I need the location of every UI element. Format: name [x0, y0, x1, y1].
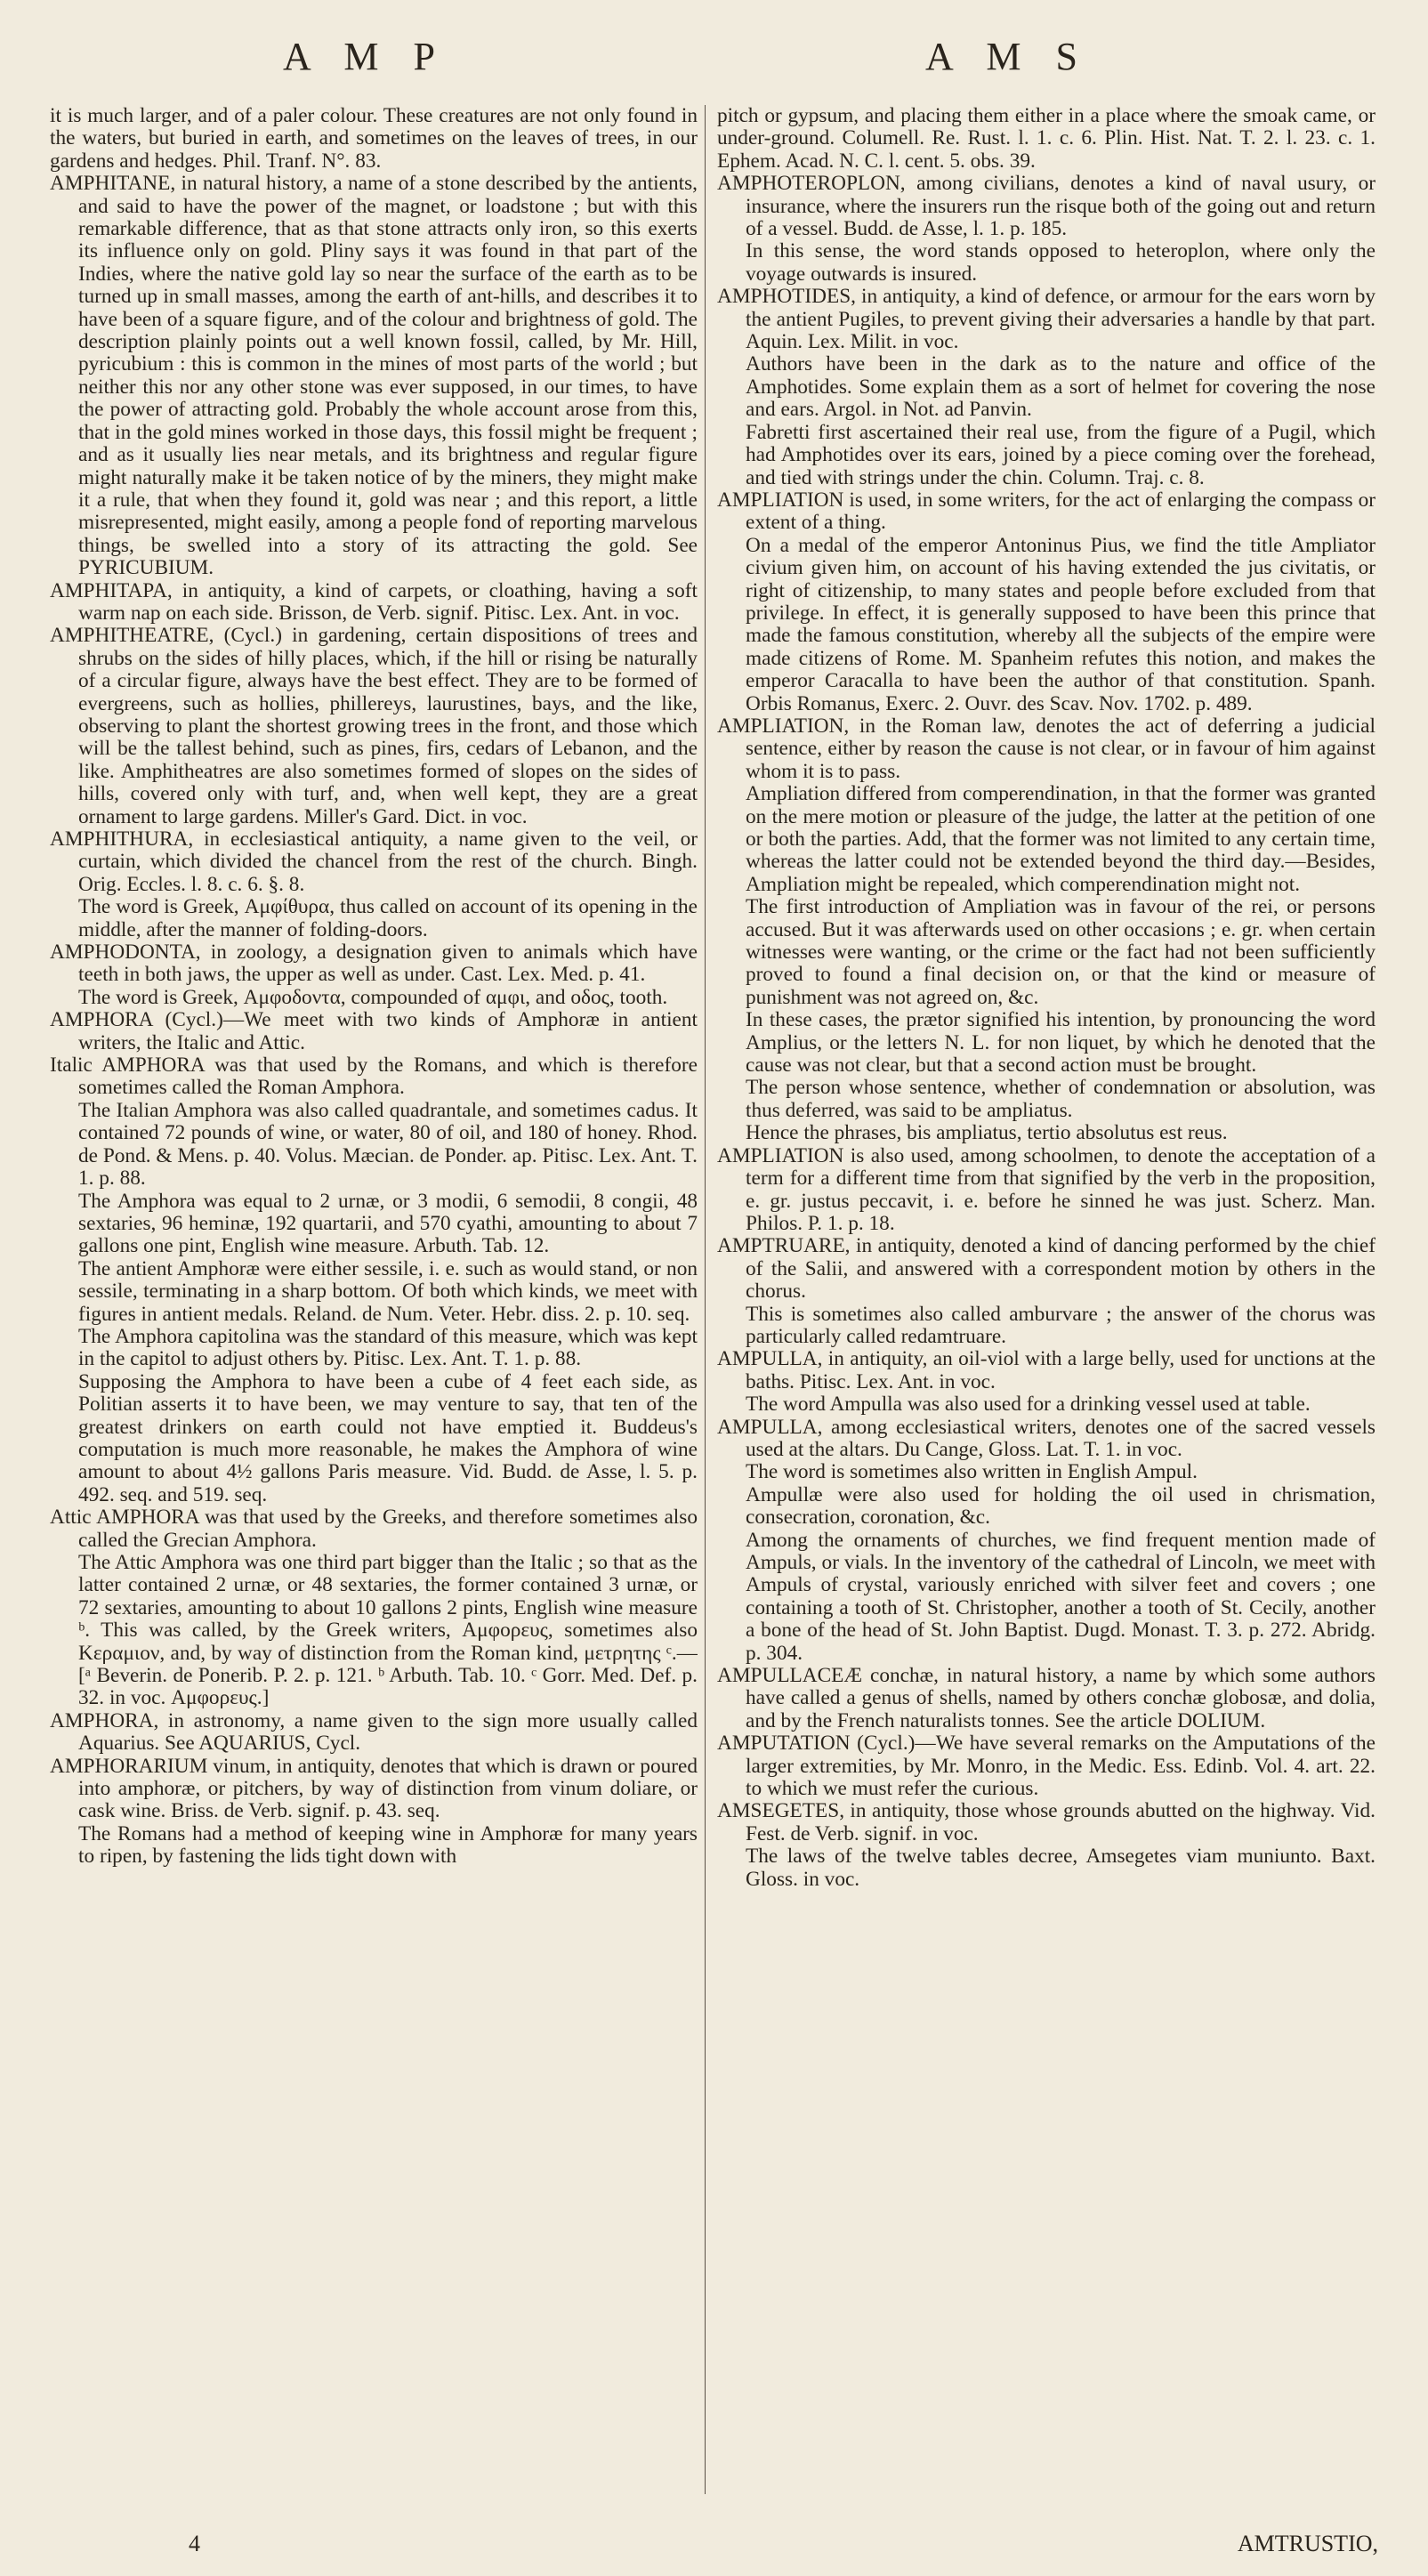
paragraph: Hence the phrases, bis ampliatus, tertio absolutus est reus.	[746, 1121, 1228, 1145]
dictionary-entry: AMPHITHEATRE, (Cycl.) in gardening, certain dispositions of trees and shrubs on the sides of hilly places, which, if the hill or rising be naturally of a circular figure, always have the best effect. They are to be formed of evergreens, such as hollies, phillereys, laurustines, bays, and the like, observing to plant the shortest growing trees in the front, and those which will be the tallest behind, such as pines, firs, cedars of Lebanon, and the like. Amphitheatres are also sometimes formed of slopes on the sides of hills, covered only with turf, and, when well kept, they are a great ornament to large gardens. Miller's Gard. Dict. in voc.	[50, 624, 698, 828]
paragraph: Ampliation differed from comperendination, in that the former was granted on the mere motion or pleasure of the judge, the latter at the petition of one or both the parties. Add, that the former was not limited to any certain time, whereas the latter could not be extended beyond the third day.—Besides, Ampliation might be repealed, which comperendination might not.	[746, 782, 1376, 896]
dictionary-entry: AMPULLA, in antiquity, an oil-viol with a large belly, used for unctions at the baths. Pitisc. Lex. Ant. in voc.	[717, 1347, 1376, 1393]
dictionary-entry: AMPHORARIUM vinum, in antiquity, denotes that which is drawn or poured into amphoræ, or pitchers, by way of distinction from vinum doliare, or cask wine. Briss. de Verb. signif. p. 43. seq.	[50, 1754, 698, 1823]
paragraph: In these cases, the prætor signified his intention, by pronouncing the word Amplius, or the letters N. L. for non liquet, by which he denoted that the cause was not clear, but that a second action must be brought.	[746, 1008, 1376, 1078]
paragraph: The Italian Amphora was also called quadrantale, and sometimes cadus. It contained 72 pounds of wine, or water, 80 of oil, and 180 of honey. Rhod. de Pond. & Mens. p. 40. Volus. Mæcian. de Ponder. ap. Pitisc. Lex. Ant. T. 1. p. 88.	[78, 1098, 698, 1191]
dictionary-entry: AMPLIATION is used, in some writers, for the act of enlarging the compass or extent of a thing.	[717, 488, 1376, 535]
paragraph: The Amphora capitolina was the standard of this measure, which was kept in the capitol to adjust others by. Pitisc. Lex. Ant. T. 1. p. 88.	[78, 1324, 698, 1371]
paragraph: The Romans had a method of keeping wine in Amphoræ for many years to ripen, by fastening the lids tight down with	[78, 1821, 698, 1869]
paragraph: The Attic Amphora was one third part bigger than the Italic ; so that as the latter contained 2 urnæ, or 48 sextaries, the former contained 3 urnæ, or 72 sextaries, amounting to about 10 gallons 2 pints, English wine measure ᵇ. This was called, by the Greek writers, Αμφορευς, sometimes also Κεραμιον, and, by way of distinction from the Roman kind, μετρητης ᶜ.—[ᵃ Beverin. de Ponerib. P. 2. p. 121. ᵇ Arbuth. Tab. 10. ᶜ Gorr. Med. Def. p. 32. in voc. Αμφορευς.]	[78, 1551, 698, 1710]
right-column	[717, 105, 1376, 2494]
dictionary-entry: AMPHITAPA, in antiquity, a kind of carpets, or cloathing, having a soft warm nap on each side. Brisson, de Verb. signif. Pitisc. Lex. Ant. in voc.	[50, 578, 698, 625]
paragraph: The Amphora was equal to 2 urnæ, or 3 modii, 6 semodii, 8 congii, 48 sextaries, 96 heminæ, 192 quartarii, and 570 cyathi, amounting to about 7 gallons one pint, English wine measure. Arbuth. Tab. 12.	[78, 1189, 698, 1258]
dictionary-entry: Italic AMPHORA was that used by the Romans, and which is therefore sometimes called the Roman Amphora.	[50, 1054, 698, 1100]
dictionary-entry: AMSEGETES, in antiquity, those whose grounds abutted on the highway. Vid. Fest. de Verb. signif. in voc.	[717, 1799, 1376, 1845]
paragraph: This is sometimes also called amburvare ; the answer of the chorus was particularly called redamtruare.	[746, 1302, 1376, 1348]
running-head-right: A M S	[925, 35, 1090, 78]
dictionary-entry: AMPUTATION (Cycl.)—We have several remarks on the Amputations of the larger extremities, by Mr. Monro, in the Medic. Ess. Edinb. Vol. 4. art. 22. to which we must refer the curious.	[717, 1732, 1376, 1801]
dictionary-entry: AMPHODONTA, in zoology, a designation given to animals which have teeth in both jaws, the upper as well as under. Cast. Lex. Med. p. 41.	[50, 941, 698, 987]
paragraph: Supposing the Amphora to have been a cube of 4 feet each side, as Politian asserts it to have been, we may venture to say, that ten of the greatest drinkers on earth could not have emptied it. Buddeus's computation is much more reasonable, he makes the Amphora of wine amount to about 4½ gallons Paris measure. Vid. Budd. de Asse, l. 5. p. 492. seq. and 519. seq.	[78, 1369, 698, 1506]
dictionary-entry: AMPHOTEROPLON, among civilians, denotes a kind of naval usury, or insurance, where the insurers run the risque both of the going out and return of a vessel. Budd. de Asse, l. 1. p. 185.	[717, 172, 1376, 241]
paragraph: Ampullæ were also used for holding the oil used in chrismation, consecration, coronation, &c.	[746, 1482, 1376, 1530]
dictionary-entry: AMPHORA (Cycl.)—We meet with two kinds of Amphoræ in antient writers, the Italic and Attic.	[50, 1008, 698, 1054]
page-number: 4	[189, 2531, 200, 2556]
paragraph: The word is Greek, Αμφοδοντα, compounded of αμφι, and οδος, tooth.	[78, 985, 668, 1009]
dictionary-entry: AMPHOTIDES, in antiquity, a kind of defence, or armour for the ears worn by the antient Pugiles, to prevent giving their adversaries a handle by that part. Aquin. Lex. Milit. in voc.	[717, 285, 1376, 354]
paragraph: On a medal of the emperor Antoninus Pius, we find the title Ampliator civium given him, on account of his having extended the jus civitatis, or right of citizenship, to many states and people before excluded from that privilege. In effect, it is generally supposed to have been this prince that made the famous constitution, whereby all the subjects of the empire were made citizens of Rome. M. Spanheim refutes this notion, and makes the emperor Caracalla to have been the author of that constitution. Spanh. Orbis Romanus, Exerc. 2. Ouvr. des Scav. Nov. 1702. p. 489.	[746, 533, 1376, 715]
dictionary-entry: AMPLIATION, in the Roman law, denotes the act of deferring a judicial sentence, either by reason the cause is not clear, or in favour of him against whom it is to pass.	[717, 714, 1376, 783]
paragraph: The antient Amphoræ were either sessile, i. e. such as would stand, or non sessile, terminating in a sharp bottom. Of both which kinds, we meet with figures in antient medals. Reland. de Num. Veter. Hebr. diss. 2. p. 10. seq.	[78, 1256, 698, 1326]
paragraph: Authors have been in the dark as to the nature and office of the Amphotides. Some explain them as a sort of helmet for covering the nose and ears. Argol. in Not. ad Panvin.	[746, 352, 1376, 422]
paragraph: The person whose sentence, whether of condemnation or absolution, was thus deferred, was said to be ampliatus.	[746, 1076, 1376, 1122]
paragraph: Among the ornaments of churches, we find frequent mention made of Ampuls, or vials. In the inventory of the cathedral of Lincoln, we meet with Ampuls of crystal, variously enriched with silver feet and covers ; one containing a tooth of St. Christopher, another a tooth of St. Cecily, another a bone of the head of St. John Baptist. Dugd. Monast. T. 3. p. 272. Abridg. p. 304.	[746, 1528, 1376, 1665]
paragraph: The laws of the twelve tables decree, Amsegetes viam muniunto. Baxt. Gloss. in voc.	[746, 1845, 1376, 1891]
dictionary-entry: AMPHORA, in astronomy, a name given to the sign more usually called Aquarius. See AQUARIUS, Cycl.	[50, 1708, 698, 1756]
dictionary-entry: AMPHITANE, in natural history, a name of a stone described by the antients, and said to have the power of the magnet, or loadstone ; but with this remarkable difference, that as that stone attracts only iron, so this exerts its influence only on gold. Pliny says it was found in that part of the Indies, where the native gold lay so near the surface of the earth as to be turned up in small masses, among the earth of ant-hills, and describes it to have been of a square figure, and of the colour and brightness of gold. The description plainly points out a well known fossil, called, by Mr. Hill, pyricubium : this is common in the mines of most parts of the world ; but neither this nor any other stone was ever supposed, in our times, to have the power of attracting gold. Probably the whole account arose from this, that in the gold mines worked in those days, this fossil might be frequent ; and as it usually lies near metals, and its brightness and regular figure might naturally make it be taken notice of by the miners, they might make it a rule, that when they found it, gold was near ; and this report, a little misrepresented, might easily, among a people fond of reporting marvelous things, be swelled into a story of its attracting the gold. See PYRICUBIUM.	[50, 172, 698, 580]
left-column	[50, 105, 698, 2494]
paragraph: Fabretti first ascertained their real use, from the figure of a Pugil, which had Amphotides over its ears, joined by a piece coming over the forehead, and tied with strings under the chin. Column. Traj. c. 8.	[746, 420, 1376, 489]
dictionary-entry: AMPTRUARE, in antiquity, denoted a kind of dancing performed by the chief of the Salii, and answered with a correspondent motion by others in the chorus.	[717, 1234, 1376, 1304]
dictionary-entry: AMPULLACEÆ conchæ, in natural history, a name by which some authors have called a genus of shells, named by others conchæ globosæ, and dolia, and by the French naturalists tonnes. See the article DOLIUM.	[717, 1664, 1376, 1732]
dictionary-entry: AMPLIATION is also used, among schoolmen, to denote the acceptation of a term for a different time from that signified by the verb in the proposition, e. gr. justus peccavit, i. e. before he sinned he was just. Scherz. Man. Philos. P. 1. p. 18.	[717, 1143, 1376, 1235]
catchword: AMTRUSTIO,	[1237, 2531, 1378, 2556]
dictionary-entry: AMPHITHURA, in ecclesiastical antiquity, a name given to the veil, or curtain, which divided the chancel from the rest of the church. Bingh. Orig. Eccles. l. 8. c. 6. §. 8.	[50, 828, 698, 896]
paragraph: The word is sometimes also written in English Ampul.	[746, 1460, 1198, 1484]
paragraph: The first introduction of Ampliation was in favour of the rei, or persons accused. But it was afterwards used on other occasions ; e. gr. when certain witnesses were wanting, or the crime or the fact had not been sufficiently proved to found a final decision on, or that the kind or measure of punishment was not agreed on, &c.	[746, 895, 1376, 1009]
paragraph: In this sense, the word stands opposed to heteroplon, where only the voyage outwards is insured.	[746, 239, 1376, 286]
paragraph: The word is Greek, Αμφίθυρα, thus called on account of its opening in the middle, after the manner of folding-doors.	[78, 895, 698, 941]
column-divider	[705, 105, 706, 2494]
paragraph: pitch or gypsum, and placing them either in a place where the smoak came, or under-ground. Columell. Re. Rust. l. 1. c. 6. Plin. Hist. Nat. T. 2. l. 23. c. 1. Ephem. Acad. N. C. l. cent. 5. obs. 39.	[717, 105, 1376, 173]
dictionary-entry: Attic AMPHORA was that used by the Greeks, and therefore sometimes also called the Grecian Amphora.	[50, 1506, 698, 1552]
paragraph: it is much larger, and of a paler colour. These creatures are not only found in the waters, but buried in earth, and sometimes on the leaves of trees, in our gardens and hedges. Phil. Tranf. N°. 83.	[50, 105, 698, 173]
paragraph: The word Ampulla was also used for a drinking vessel used at table.	[746, 1393, 1311, 1417]
dictionary-entry: AMPULLA, among ecclesiastical writers, denotes one of the sacred vessels used at the altars. Du Cange, Gloss. Lat. T. 1. in voc.	[717, 1415, 1376, 1461]
running-head-left: A M P	[283, 35, 448, 78]
